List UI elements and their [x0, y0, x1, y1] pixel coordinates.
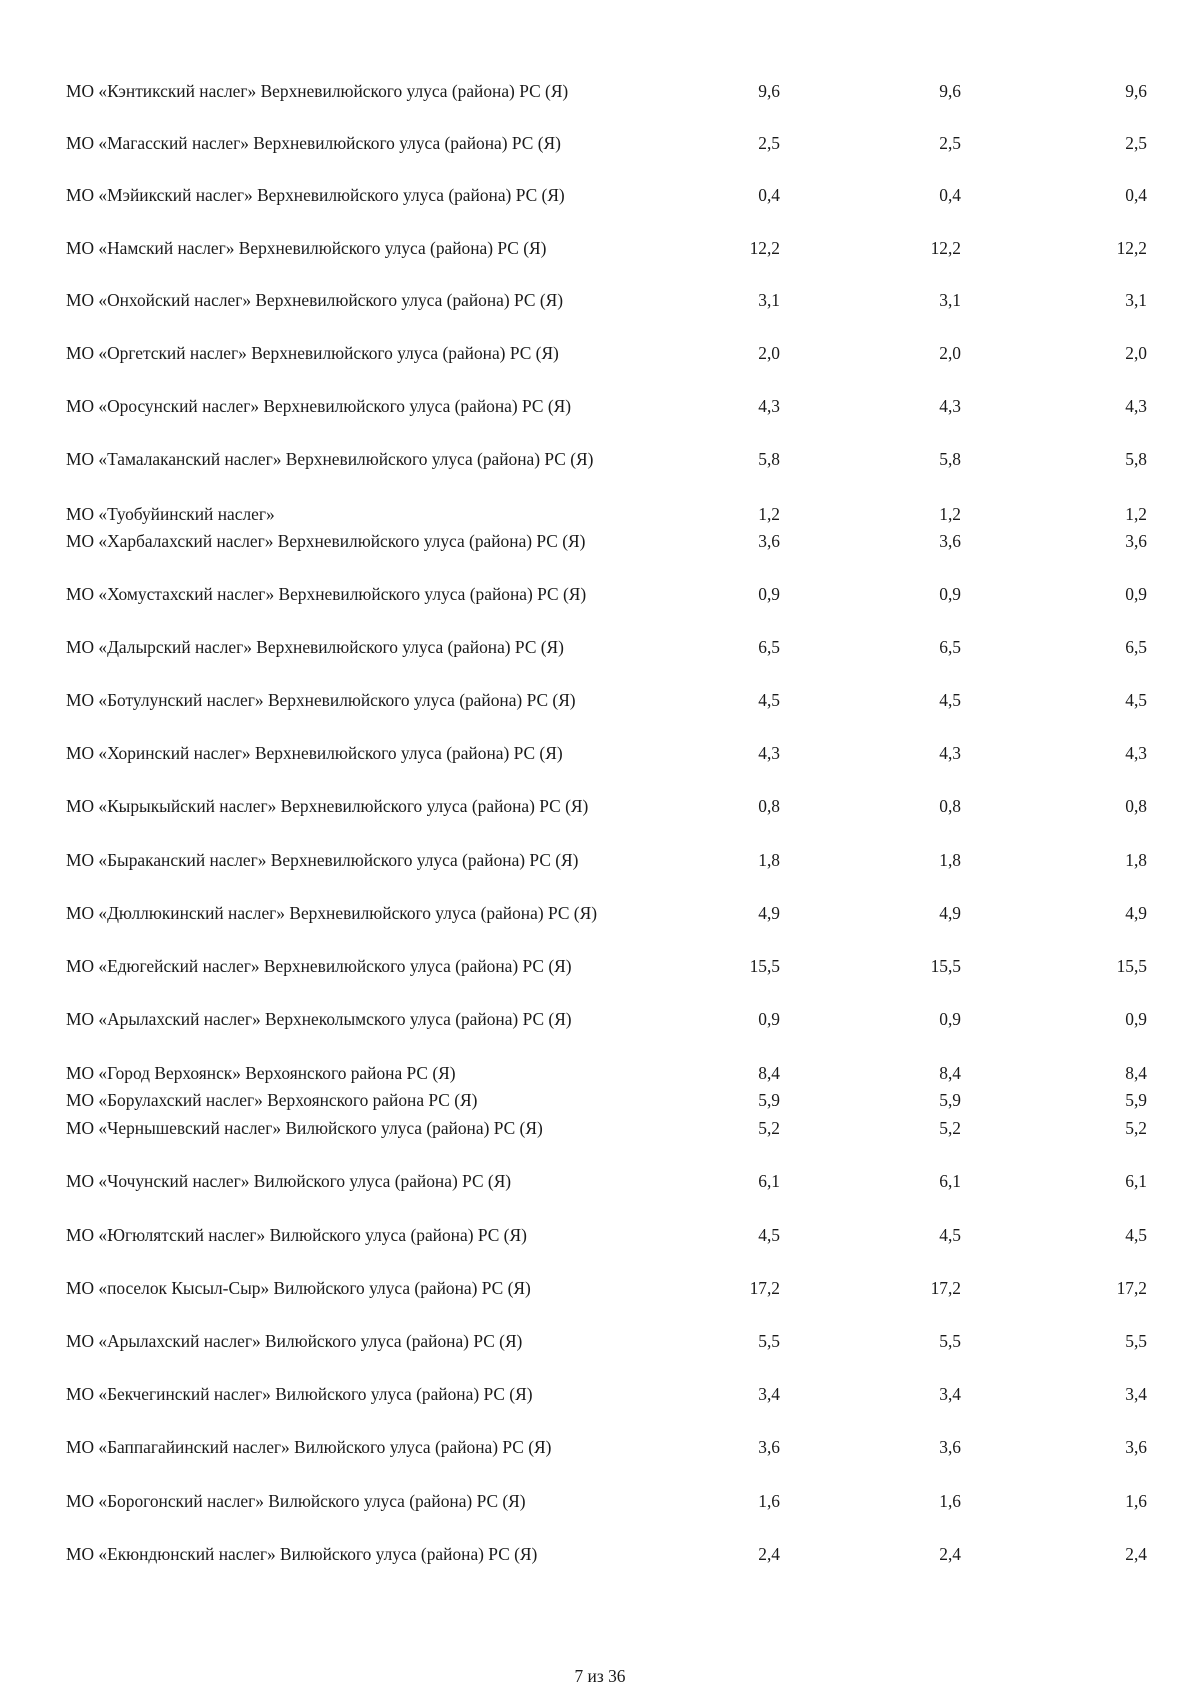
value-col-2: 17,2	[930, 1278, 961, 1298]
municipality-name: МО «Город Верхоянск» Верхоянского района РС (Я)	[66, 1063, 456, 1083]
value-col-1: 1,8	[758, 850, 780, 870]
value-col-3: 4,5	[1125, 690, 1147, 710]
value-col-2: 2,4	[939, 1544, 961, 1564]
value-col-1: 12,2	[749, 238, 780, 258]
value-col-2: 0,8	[939, 796, 961, 816]
value-col-1: 0,9	[758, 584, 780, 604]
value-col-2: 3,1	[939, 290, 961, 310]
value-col-1: 8,4	[758, 1063, 780, 1083]
municipality-name: МО «Арылахский наслег» Верхнеколымского улуса (района) РС (Я)	[66, 1009, 572, 1029]
value-col-2: 3,4	[939, 1384, 961, 1404]
value-col-2: 5,5	[939, 1331, 961, 1351]
value-col-2: 1,6	[939, 1491, 961, 1511]
value-col-2: 8,4	[939, 1063, 961, 1083]
value-col-2: 6,1	[939, 1171, 961, 1191]
municipality-name: МО «Борогонский наслег» Вилюйского улуса (района) РС (Я)	[66, 1491, 526, 1511]
value-col-3: 9,6	[1125, 81, 1147, 101]
value-col-3: 3,4	[1125, 1384, 1147, 1404]
value-col-3: 3,6	[1125, 531, 1147, 551]
value-col-3: 1,6	[1125, 1491, 1147, 1511]
value-col-2: 4,5	[939, 690, 961, 710]
municipality-name: МО «Чочунский наслег» Вилюйского улуса (района) РС (Я)	[66, 1171, 512, 1191]
value-col-3: 1,8	[1125, 850, 1147, 870]
value-col-3: 5,8	[1125, 449, 1147, 469]
value-col-3: 12,2	[1116, 238, 1147, 258]
municipality-name: МО «Чернышевский наслег» Вилюйского улуса (района) РС (Я)	[66, 1118, 543, 1138]
municipality-name: МО «Кэнтикский наслег» Верхневилюйского улуса (района) РС (Я)	[66, 81, 569, 101]
value-col-1: 4,5	[758, 1225, 780, 1245]
value-col-1: 6,5	[758, 637, 780, 657]
value-col-3: 4,3	[1125, 396, 1147, 416]
value-col-1: 2,0	[758, 343, 780, 363]
value-col-1: 17,2	[749, 1278, 780, 1298]
value-col-3: 4,3	[1125, 743, 1147, 763]
municipality-name: МО «Едюгейский наслег» Верхневилюйского улуса (района) РС (Я)	[66, 956, 572, 976]
municipality-name: МО «Дюллюкинский наслег» Верхневилюйского улуса (района) РС (Я)	[66, 903, 597, 923]
value-col-1: 5,5	[758, 1331, 780, 1351]
value-col-1: 3,1	[758, 290, 780, 310]
municipality-name: МО «Оросунский наслег» Верхневилюйского улуса (района) РС (Я)	[66, 396, 572, 416]
municipality-name: МО «Далырский наслег» Верхневилюйского улуса (района) РС (Я)	[66, 637, 564, 657]
value-col-1: 3,4	[758, 1384, 780, 1404]
value-col-1: 0,4	[758, 185, 780, 205]
municipality-name: МО «Намский наслег» Верхневилюйского улуса (района) РС (Я)	[66, 238, 547, 258]
value-col-3: 2,0	[1125, 343, 1147, 363]
value-col-2: 4,9	[939, 903, 961, 923]
value-col-2: 0,9	[939, 1009, 961, 1029]
municipality-name: МО «Югюлятский наслег» Вилюйского улуса (района) РС (Я)	[66, 1225, 527, 1245]
value-col-2: 15,5	[930, 956, 961, 976]
value-col-3: 3,1	[1125, 290, 1147, 310]
value-col-2: 2,5	[939, 133, 961, 153]
municipality-name: МО «Борулахский наслег» Верхоянского района РС (Я)	[66, 1090, 478, 1110]
value-col-3: 0,9	[1125, 1009, 1147, 1029]
municipality-name: МО «Мэйикский наслег» Верхневилюйского улуса (района) РС (Я)	[66, 185, 565, 205]
municipality-name: МО «Тамалаканский наслег» Верхневилюйского улуса (района) РС (Я)	[66, 449, 594, 469]
value-col-2: 9,6	[939, 81, 961, 101]
municipality-name: МО «поселок Кысыл-Сыр» Вилюйского улуса (района) РС (Я)	[66, 1278, 531, 1298]
value-col-3: 8,4	[1125, 1063, 1147, 1083]
value-col-1: 1,6	[758, 1491, 780, 1511]
value-col-2: 4,3	[939, 396, 961, 416]
value-col-1: 0,8	[758, 796, 780, 816]
value-col-1: 4,9	[758, 903, 780, 923]
municipality-name: МО «Оргетский наслег» Верхневилюйского улуса (района) РС (Я)	[66, 343, 559, 363]
value-col-1: 4,3	[758, 396, 780, 416]
value-col-3: 3,6	[1125, 1437, 1147, 1457]
value-col-3: 0,8	[1125, 796, 1147, 816]
value-col-3: 5,9	[1125, 1090, 1147, 1110]
municipality-name: МО «Бекчегинский наслег» Вилюйского улуса (района) РС (Я)	[66, 1384, 533, 1404]
value-col-2: 1,2	[939, 504, 961, 524]
value-col-2: 12,2	[930, 238, 961, 258]
value-col-1: 2,5	[758, 133, 780, 153]
municipality-name: МО «Туобуйинский наслег»	[66, 504, 275, 524]
value-col-2: 5,8	[939, 449, 961, 469]
municipality-name: МО «Баппагайинский наслег» Вилюйского улуса (района) РС (Я)	[66, 1437, 552, 1457]
value-col-2: 1,8	[939, 850, 961, 870]
value-col-1: 3,6	[758, 1437, 780, 1457]
municipality-name: МО «Екюндюнский наслег» Вилюйского улуса (района) РС (Я)	[66, 1544, 538, 1564]
municipality-name: МО «Кырыкыйский наслег» Верхневилюйского улуса (района) РС (Я)	[66, 796, 589, 816]
value-col-3: 2,5	[1125, 133, 1147, 153]
value-col-1: 5,2	[758, 1118, 780, 1138]
value-col-2: 2,0	[939, 343, 961, 363]
value-col-3: 1,2	[1125, 504, 1147, 524]
value-col-2: 5,9	[939, 1090, 961, 1110]
municipality-name: МО «Магасский наслег» Верхневилюйского улуса (района) РС (Я)	[66, 133, 561, 153]
value-col-2: 3,6	[939, 531, 961, 551]
value-col-3: 2,4	[1125, 1544, 1147, 1564]
value-col-3: 4,9	[1125, 903, 1147, 923]
value-col-3: 4,5	[1125, 1225, 1147, 1245]
value-col-2: 3,6	[939, 1437, 961, 1457]
value-col-3: 15,5	[1116, 956, 1147, 976]
value-col-1: 6,1	[758, 1171, 780, 1191]
municipality-name: МО «Быраканский наслег» Верхневилюйского улуса (района) РС (Я)	[66, 850, 579, 870]
municipality-name: МО «Харбалахский наслег» Верхневилюйского улуса (района) РС (Я)	[66, 531, 586, 551]
value-col-1: 9,6	[758, 81, 780, 101]
municipality-name: МО «Онхойский наслег» Верхневилюйского улуса (района) РС (Я)	[66, 290, 564, 310]
value-col-1: 3,6	[758, 531, 780, 551]
value-col-2: 4,3	[939, 743, 961, 763]
municipality-name: МО «Хоринский наслег» Верхневилюйского улуса (района) РС (Я)	[66, 743, 563, 763]
value-col-3: 6,1	[1125, 1171, 1147, 1191]
municipality-name: МО «Хомустахский наслег» Верхневилюйского улуса (района) РС (Я)	[66, 584, 587, 604]
value-col-3: 5,5	[1125, 1331, 1147, 1351]
municipality-name: МО «Ботулунский наслег» Верхневилюйского улуса (района) РС (Я)	[66, 690, 576, 710]
value-col-3: 17,2	[1116, 1278, 1147, 1298]
value-col-1: 4,3	[758, 743, 780, 763]
value-col-2: 0,4	[939, 185, 961, 205]
value-col-3: 6,5	[1125, 637, 1147, 657]
value-col-2: 5,2	[939, 1118, 961, 1138]
municipality-name: МО «Арылахский наслег» Вилюйского улуса (района) РС (Я)	[66, 1331, 523, 1351]
value-col-1: 2,4	[758, 1544, 780, 1564]
value-col-1: 5,8	[758, 449, 780, 469]
value-col-2: 0,9	[939, 584, 961, 604]
value-col-3: 0,4	[1125, 185, 1147, 205]
value-col-1: 15,5	[749, 956, 780, 976]
value-col-3: 0,9	[1125, 584, 1147, 604]
value-col-3: 5,2	[1125, 1118, 1147, 1138]
value-col-2: 6,5	[939, 637, 961, 657]
value-col-1: 5,9	[758, 1090, 780, 1110]
value-col-1: 1,2	[758, 504, 780, 524]
page-number: 7 из 36	[574, 1666, 626, 1686]
value-col-1: 0,9	[758, 1009, 780, 1029]
value-col-2: 4,5	[939, 1225, 961, 1245]
value-col-1: 4,5	[758, 690, 780, 710]
